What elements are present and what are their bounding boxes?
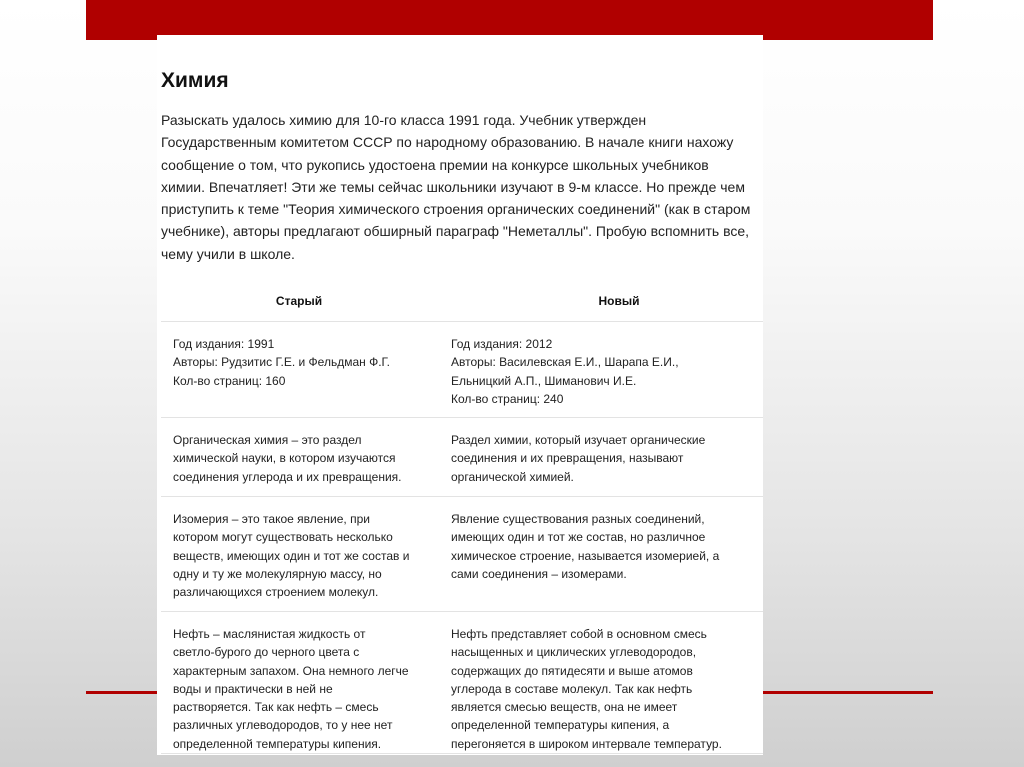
table-row (161, 322, 763, 418)
table-row (161, 612, 763, 754)
new-cell: Нефть представляет собой в основном смесь насыщенных и циклических углеводородов, содержащих до пятидесяти и выше атомов углерода в составе молекул. Так как нефть является смесью веществ, она не имеет определенной температуры кипения, а перегоняется в широком интервале температур. (437, 612, 763, 754)
document-title: Химия (161, 69, 229, 92)
old-cell: Изомерия – это такое явление, при котором могут существовать несколько веществ, имеющих один и тот же состав и одну и ту же молекулярную массу, но различающихся строением молекул. (161, 497, 437, 612)
comparison-table (161, 281, 763, 754)
document-screenshot (157, 35, 763, 755)
new-cell: Явление существования разных соединений, имеющих один и тот же состав, но различное химическое строение, называется изомерией, а сами соединения – изомерами. (437, 497, 763, 612)
column-header-old: Старый (161, 281, 437, 322)
column-header-new: Новый (437, 281, 763, 322)
new-cell: Год издания: 2012 Авторы: Василевская Е.И., Шарапа Е.И., Ельницкий А.П., Шиманович И.Е. Кол-во страниц: 240 (437, 322, 763, 418)
old-cell: Нефть – маслянистая жидкость от светло-бурого до черного цвета с характерным запахом. Она немного легче воды и практически в ней не растворяется. Так как нефть – смесь различных углеводородов, то у нее нет определенной температуры кипения. (161, 612, 437, 754)
old-cell: Год издания: 1991 Авторы: Рудзитис Г.Е. и Фельдман Ф.Г. Кол-во страниц: 160 (161, 322, 437, 418)
old-cell: Органическая химия – это раздел химической науки, в котором изучаются соединения углерода и их превращения. (161, 418, 437, 497)
table-row (161, 497, 763, 612)
document-intro: Разыскать удалось химию для 10-го класса 1991 года. Учебник утвержден Государственным комитетом СССР по народному образованию. В начале книги нахожу сообщение о том, что рукопись удостоена премии на конкурсе школьных учебников химии. Впечатляет! Эти же темы сейчас школьники изучают в 9-м классе. Но прежде чем приступить к теме "Теория химического строения органических соединений" (как в старом учебнике), авторы предлагают обширный параграф "Неметаллы". Пробую вспомнить все, чему учили в школе. (161, 112, 751, 262)
table-row (161, 418, 763, 497)
top-accent-bar (86, 0, 933, 40)
table-header-row (161, 281, 763, 322)
new-cell: Раздел химии, который изучает органические соединения и их превращения, называют органической химией. (437, 418, 763, 497)
